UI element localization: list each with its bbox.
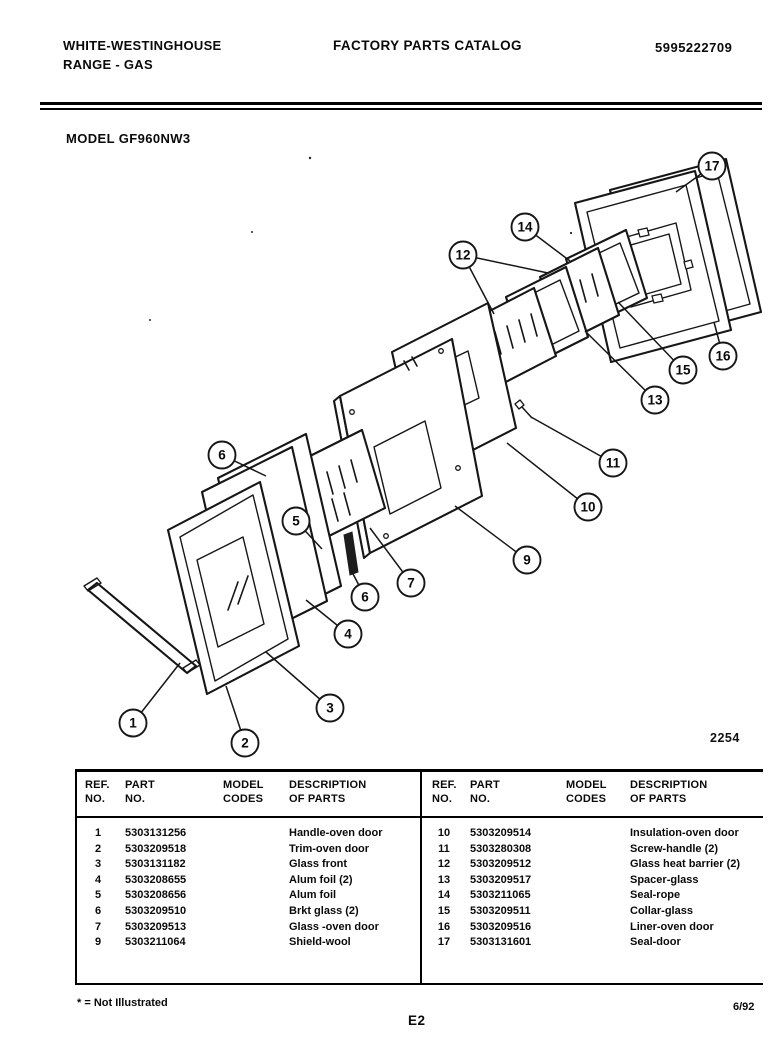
cell-part: 5303131601 [470, 936, 532, 949]
cell-part: 5303211064 [125, 936, 186, 949]
cell-part: 5303208656 [125, 889, 187, 902]
callout-number: 14 [517, 219, 533, 235]
figure-number: 2254 [710, 731, 740, 745]
cell-desc: Seal-rope [630, 889, 681, 902]
table-row [85, 904, 420, 920]
parts-table [75, 769, 763, 985]
table-row [85, 935, 420, 951]
callout-number: 17 [704, 158, 720, 174]
cell-desc: Collar-glass [630, 904, 693, 917]
cell-codes [223, 873, 289, 889]
header-ref: REF. NO. [85, 779, 110, 805]
cell-ref: 5 [94, 889, 102, 902]
callout-number: 10 [580, 499, 596, 515]
catalog-title: FACTORY PARTS CATALOG [333, 38, 522, 53]
header-part: PART NO. [470, 779, 500, 805]
cell-ref: 16 [437, 920, 451, 933]
cell-desc: Alum foil [289, 889, 337, 902]
cell-codes [566, 935, 630, 951]
cell-ref: 1 [94, 827, 102, 839]
callout-11 [531, 417, 627, 477]
callout-3 [266, 652, 344, 722]
callout-number: 15 [675, 362, 691, 378]
table-row [432, 920, 763, 936]
callout-number: 4 [344, 626, 352, 642]
callout-leader-line [507, 443, 588, 507]
callout-number: 7 [407, 575, 415, 591]
header-rule-thick [40, 102, 762, 105]
table-row [432, 873, 763, 889]
table-row [432, 826, 763, 842]
cell-part: 5303131256 [125, 827, 187, 839]
cell-part: 5303209513 [125, 920, 187, 933]
callout-number: 6 [218, 447, 226, 463]
cell-desc: Glass -oven door [289, 920, 379, 933]
table-header [422, 772, 763, 818]
cell-codes [566, 842, 630, 858]
cell-desc: Trim-oven door [289, 842, 370, 855]
cell-codes [566, 826, 630, 842]
cell-codes [223, 920, 289, 936]
parts-table-right [420, 772, 763, 983]
callout-number: 3 [326, 700, 334, 716]
callout-number: 16 [715, 348, 731, 364]
cell-part: 5303209512 [470, 858, 532, 871]
cell-ref: 2 [94, 842, 102, 855]
cell-desc: Seal-door [630, 936, 681, 949]
cell-desc: Brkt glass (2) [289, 904, 359, 917]
table-row [85, 857, 420, 873]
cell-part: 5303209511 [470, 904, 531, 917]
callout-14 [512, 214, 571, 262]
cell-part: 5303209510 [125, 904, 187, 917]
cell-ref: 15 [437, 904, 451, 917]
part-11-screw [515, 400, 532, 418]
table-header [77, 772, 420, 818]
cell-part: 5303211065 [470, 889, 531, 902]
header-ref: REF. NO. [432, 779, 457, 805]
part-6-glass-bracket-lower [344, 532, 358, 575]
cell-ref: 14 [437, 889, 451, 902]
cell-desc: Glass front [289, 858, 348, 871]
header-codes: MODEL CODES [566, 779, 607, 805]
cell-codes [566, 904, 630, 920]
date-code: 6/92 [733, 1001, 755, 1013]
cell-part: 5303209517 [470, 873, 532, 886]
cell-codes [223, 888, 289, 904]
cell-ref: 10 [437, 827, 451, 839]
cell-codes [223, 826, 289, 842]
callout-1 [120, 663, 181, 737]
cell-desc: Insulation-oven door [630, 827, 739, 839]
cell-codes [223, 842, 289, 858]
header-codes: MODEL CODES [223, 779, 264, 805]
cell-ref: 6 [94, 904, 102, 917]
brand-line1: WHITE-WESTINGHOUSE [63, 38, 222, 53]
header-rule-thin [40, 108, 762, 110]
cell-ref: 13 [437, 873, 451, 886]
cell-desc: Handle-oven door [289, 827, 383, 839]
table-row [432, 888, 763, 904]
cell-codes [223, 904, 289, 920]
cell-desc: Shield-wool [289, 936, 351, 949]
cell-part: 5303208655 [125, 873, 187, 886]
cell-desc: Glass heat barrier (2) [630, 858, 741, 871]
header-desc: DESCRIPTION OF PARTS [630, 779, 708, 805]
cell-codes [566, 920, 630, 936]
callout-10 [507, 443, 602, 521]
table-row [432, 904, 763, 920]
callout-9 [455, 506, 541, 574]
cell-desc: Alum foil (2) [289, 873, 353, 886]
cell-codes [566, 857, 630, 873]
table-row [85, 826, 420, 842]
callout-number: 1 [129, 715, 137, 731]
callout-4 [306, 600, 362, 648]
callout-number: 5 [292, 513, 300, 529]
page-code: E2 [408, 1013, 426, 1028]
cell-codes [566, 888, 630, 904]
callout-number: 12 [455, 247, 471, 263]
table-row [85, 873, 420, 889]
callout-number: 11 [605, 455, 621, 471]
brand-header [63, 36, 222, 74]
table-row [432, 842, 763, 858]
table-row [432, 857, 763, 873]
cell-ref: 11 [438, 842, 450, 855]
cell-codes [223, 857, 289, 873]
parts-table-left [77, 772, 420, 983]
cell-desc: Spacer-glass [630, 873, 699, 886]
model-number: MODEL GF960NW3 [66, 131, 191, 146]
publication-number: 5995222709 [655, 40, 733, 55]
brand-line2: RANGE - GAS [63, 57, 153, 72]
cell-part: 5303209516 [470, 920, 532, 933]
table-row [85, 842, 420, 858]
callout-number: 13 [647, 392, 663, 408]
table-body-right [422, 818, 763, 951]
table-row [432, 935, 763, 951]
header-part: PART NO. [125, 779, 155, 805]
cell-ref: 7 [94, 920, 102, 933]
callout-2 [226, 686, 259, 757]
callout-number: 9 [523, 552, 531, 568]
callout-6 [351, 570, 379, 611]
header-desc: DESCRIPTION OF PARTS [289, 779, 367, 805]
cell-ref: 12 [437, 858, 451, 871]
cell-ref: 17 [437, 936, 451, 949]
table-row [85, 888, 420, 904]
not-illustrated-note: * = Not Illustrated [77, 997, 168, 1009]
cell-ref: 3 [94, 858, 102, 871]
cell-part: 5303280308 [470, 842, 532, 855]
table-body-left [77, 818, 420, 951]
cell-ref: 4 [94, 873, 102, 886]
cell-desc: Liner-oven door [630, 920, 714, 933]
cell-part: 5303209514 [470, 827, 532, 839]
cell-codes [566, 873, 630, 889]
callout-number: 6 [361, 589, 369, 605]
cell-part: 5303131182 [125, 858, 186, 871]
cell-codes [223, 935, 289, 951]
table-row [85, 920, 420, 936]
cell-ref: 9 [94, 936, 102, 949]
callout-number: 2 [241, 735, 249, 751]
cell-part: 5303209518 [125, 842, 187, 855]
exploded-diagram [0, 145, 768, 767]
cell-desc: Screw-handle (2) [630, 842, 719, 855]
